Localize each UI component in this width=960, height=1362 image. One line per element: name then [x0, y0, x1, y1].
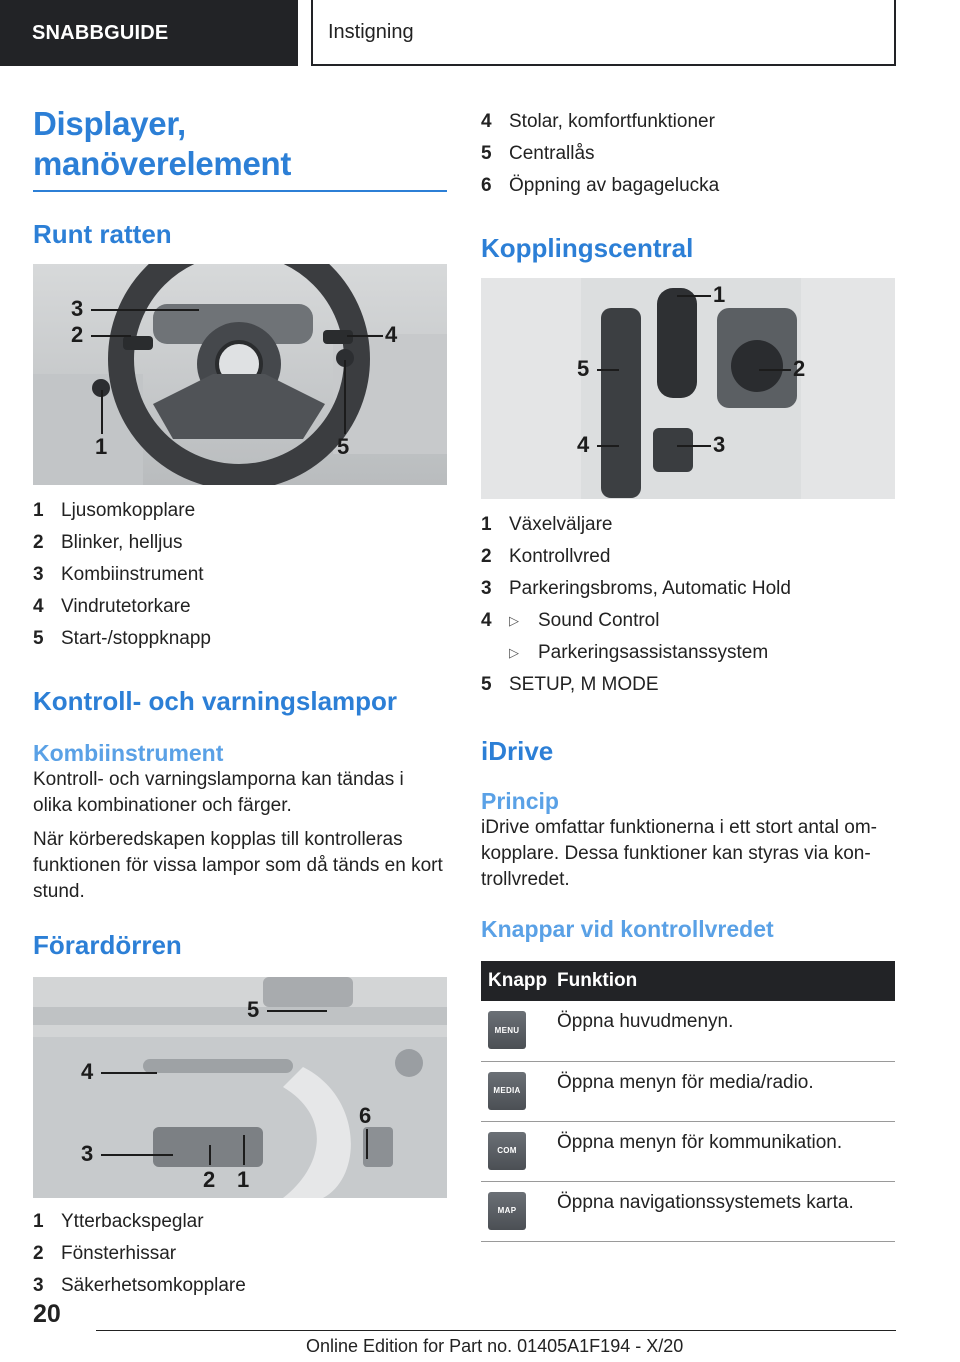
page-number: 20	[33, 1300, 61, 1328]
heading-principle: Princip	[481, 788, 559, 814]
function-cell: Öppna menyn för media/radio.	[557, 1061, 895, 1121]
list-item: 3 Parkeringsbroms, Automatic Hold	[481, 578, 791, 599]
page-title: Displayer, manöverelement	[33, 104, 447, 192]
steering-wheel-image	[33, 264, 447, 485]
heading-lamps: Kontroll- och varningslampor	[33, 686, 398, 716]
callout-3: 3	[81, 1141, 94, 1166]
header-section-tab: SNABBGUIDE	[0, 0, 298, 66]
center-console-image	[481, 278, 895, 499]
bullet-triangle-icon: ▷	[509, 645, 519, 660]
function-cell: Öppna navigationssystemets karta.	[557, 1181, 895, 1241]
list-item: 2 Fönsterhissar	[33, 1243, 177, 1264]
paragraph-lamps-1: Kontroll- och varningslamporna kan tändas i olika kombinationer och färger.	[33, 769, 404, 816]
paragraph-idrive: iDrive omfattar funktionerna i ett stort antal omkopplare. Dessa funktioner kan styras via kontrollvredet.	[481, 817, 877, 890]
heading-cluster: Kombiinstrument	[33, 740, 224, 766]
list-item: 2 Blinker, helljus	[33, 532, 183, 553]
wheel-legend	[33, 495, 447, 655]
list-item: 4 Stolar, komfortfunktioner	[481, 111, 715, 132]
media-button-icon: MEDIA	[488, 1072, 526, 1110]
left-column	[33, 104, 447, 1302]
callout-1: 1	[95, 434, 108, 459]
list-item: 4 Vindrutetorkare	[33, 596, 191, 617]
callout-5: 5	[337, 434, 350, 459]
list-item: 1 Växelväljare	[481, 514, 613, 535]
com-button-icon: COM	[488, 1132, 526, 1170]
heading-buttons: Knappar vid kontrollvredet	[481, 916, 774, 942]
function-cell: Öppna huvudmenyn.	[557, 1001, 895, 1061]
callout-6: 6	[359, 1103, 372, 1128]
table-row	[481, 1001, 895, 1061]
col-header-key: Knapp	[481, 961, 557, 1001]
header-chapter-title: Instigning	[311, 0, 896, 66]
bullet-triangle-icon: ▷	[509, 613, 519, 628]
list-item: 5 Start-/stoppknapp	[33, 628, 211, 649]
col-header-function: Funktion	[557, 961, 895, 1001]
footer-edition: Online Edition for Part no. 01405A1F194 - X/20	[306, 1336, 684, 1356]
callout-1: 1	[713, 282, 726, 307]
map-button-icon: MAP	[488, 1192, 526, 1230]
list-item: 1 Ytterbackspeglar	[33, 1211, 204, 1232]
callout-2: 2	[203, 1167, 216, 1192]
list-item: 6 Öppning av bagagelucka	[481, 175, 720, 196]
button-function-table	[481, 961, 895, 1242]
callout-3: 3	[713, 432, 726, 457]
list-item: 2 Kontrollvred	[481, 546, 611, 567]
paragraph-lamps-2: När körberedskapen kopplas till kontrolleras funktionen för vissa lampor som då tänds en kort stund.	[33, 829, 443, 902]
callout-4: 4	[577, 432, 590, 457]
callout-5: 5	[577, 356, 590, 381]
menu-button-icon: MENU	[488, 1011, 526, 1049]
callout-3: 3	[71, 296, 84, 321]
heading-idrive: iDrive	[481, 736, 554, 766]
list-item: 3 Kombiinstrument	[33, 564, 204, 585]
driver-door-image	[33, 977, 447, 1198]
console-legend	[481, 509, 895, 701]
callout-2: 2	[793, 356, 806, 381]
heading-door: Förardörren	[33, 930, 182, 960]
table-row	[481, 1121, 895, 1181]
callout-4: 4	[81, 1059, 94, 1084]
list-item: 5 SETUP, M MODE	[481, 674, 659, 695]
footer-divider	[96, 1330, 896, 1331]
function-cell: Öppna menyn för kommunikation.	[557, 1121, 895, 1181]
list-item: 3 Säkerhetsomkopplare	[33, 1275, 246, 1296]
heading-console: Kopplingscentral	[481, 233, 694, 263]
callout-1: 1	[237, 1167, 250, 1192]
list-item: 4 ▷ Sound Control	[481, 605, 895, 637]
right-column	[481, 106, 895, 1242]
list-item: 1 Ljusomkopplare	[33, 500, 196, 521]
door-legend	[33, 1206, 447, 1302]
heading-wheel: Runt ratten	[33, 219, 172, 249]
callout-5: 5	[247, 997, 260, 1022]
table-row	[481, 1061, 895, 1121]
callout-4: 4	[385, 322, 398, 347]
table-row	[481, 1181, 895, 1241]
door-legend-continued	[481, 106, 895, 202]
list-item: 5 Centrallås	[481, 143, 595, 164]
callout-2: 2	[71, 322, 84, 347]
list-item: ▷ Parkeringsassistanssystem	[481, 637, 895, 669]
